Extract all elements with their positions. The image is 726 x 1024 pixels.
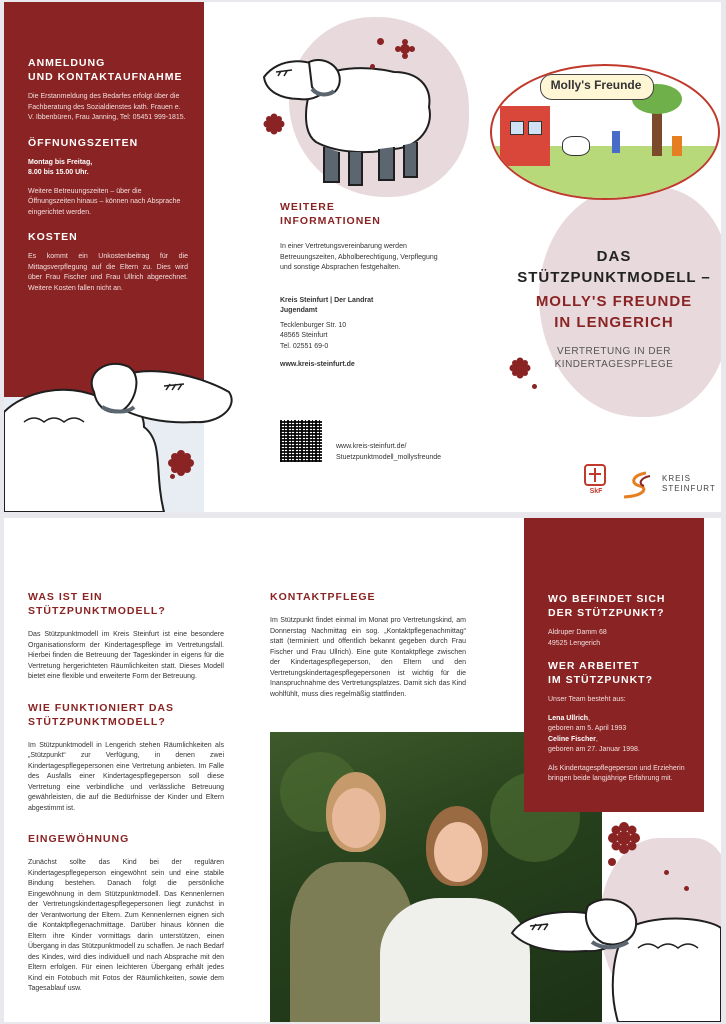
heading-was-ist: WAS IST EIN bbox=[28, 591, 103, 603]
skf-label: SkF bbox=[589, 488, 603, 495]
heading-kontaktaufnahme: UND KONTAKTAUFNAHME bbox=[28, 71, 183, 83]
kreis-steinfurt-icon bbox=[618, 470, 658, 500]
subtitle-line2: KINDERTAGESPFLEGE bbox=[554, 359, 674, 370]
kreis-label-1: KREIS bbox=[662, 474, 692, 483]
org-city: 48565 Steinfurt bbox=[280, 332, 328, 339]
dot bbox=[532, 384, 537, 389]
hours-times: 8.00 bis 15.00 Uhr. bbox=[28, 169, 89, 176]
member-2-birth: geboren am 27. Januar 1998. bbox=[548, 746, 640, 753]
title-mollys-freunde: MOLLY'S FREUNDE bbox=[535, 293, 693, 310]
location-street: Aldruper Damm 68 bbox=[548, 629, 607, 636]
qr-code[interactable] bbox=[280, 420, 322, 462]
org-phone: Tel. 02551 69-0 bbox=[280, 342, 329, 350]
location-city: 49525 Lengerich bbox=[548, 639, 601, 647]
kontaktpflege-text: Im Stützpunkt findet einmal im Monat pro Vertretungskind, am Donnerstag Nachmittag ein sog. „Kontaktpflegenachmittag“ statt (terminiert und öffentlich bekannt gegeben durch Frau Fischer und Frau Ullrich). Eine gute Kontaktpflege zwischen der Kindertagespflegeperson, den Eltern und den Vertretungskindertagespflegepersonen ist wichtig für die Inanspruchnahme des Vertretungsplatzes. Damit sich das Kind wohlfühlt, muss dies regelmäßig stattfinden. bbox=[270, 617, 466, 698]
kosten-text: Es kommt ein Unkostenbeitrag für die Mittagsverpflegung auf die Eltern zu. Dies wird über Frau Fischer und Frau Ullrich abgerechnet. Weitere Kosten fallen nicht an. bbox=[28, 253, 188, 292]
flower-icon bbox=[604, 818, 644, 858]
dot bbox=[170, 474, 175, 479]
url-link-line1[interactable]: www.kreis-steinfurt.de/ bbox=[336, 443, 407, 450]
member-1-comma: , bbox=[588, 714, 591, 722]
flower-icon bbox=[509, 357, 531, 379]
heading-wer-2: IM STÜTZPUNKT? bbox=[548, 674, 653, 686]
heading-wie-funktioniert-2: STÜTZPUNKTMODELL? bbox=[28, 715, 166, 728]
heading-eingewoehnung: EINGEWÖHNUNG bbox=[28, 833, 130, 845]
wie-funktioniert-text: Im Stützpunktmodell in Lengerich stehen Räumlichkeiten als „Stützpunkt“ zur Verfügung, in denen zwei Kindertagespflegepersonen eine Vertretung anbieten. Im Falle des Ausfalls einer Kindertagespflegeperson soll diese Vertretung eine verbindliche und verlässliche Betreuung gewährleisten, die auf die Bedürfnisse der Kinder und Eltern abgestimmt ist. bbox=[28, 741, 224, 812]
member-1 bbox=[548, 714, 692, 725]
brochure-outside bbox=[4, 2, 721, 512]
heading-kosten: KOSTEN bbox=[28, 231, 78, 243]
dot bbox=[370, 64, 375, 69]
org-website-link[interactable]: www.kreis-steinfurt.de bbox=[280, 361, 355, 368]
member-2-name: Celine Fischer bbox=[548, 735, 596, 743]
flower-icon bbox=[394, 38, 416, 60]
kreis-label-2: STEINFURT bbox=[662, 484, 716, 493]
member-2 bbox=[548, 735, 692, 746]
subtitle-line1: VERTRETUNG IN DER bbox=[557, 346, 671, 357]
org-name: Kreis Steinfurt | Der Landrat bbox=[280, 296, 374, 304]
heading-informationen: INFORMATIONEN bbox=[280, 215, 381, 227]
title-stuetzpunktmodell: STÜTZPUNKTMODELL – bbox=[517, 269, 711, 286]
heading-wo: WO BEFINDET SICH bbox=[548, 593, 666, 605]
mollys-freunde-logo bbox=[490, 64, 720, 200]
org-street: Tecklenburger Str. 10 bbox=[280, 321, 347, 329]
experience-text: Als Kindertagespflegeperson und Erzieherin bringen beide langjährige Erfahrung mit. bbox=[548, 764, 685, 782]
heading-wie-funktioniert: WIE FUNKTIONIERT DAS bbox=[28, 701, 174, 714]
team-intro: Unser Team besteht aus: bbox=[548, 696, 626, 703]
flower-icon bbox=[262, 112, 286, 136]
dot bbox=[664, 870, 669, 875]
heading-anmeldung: ANMELDUNG bbox=[28, 57, 106, 69]
title-das: DAS bbox=[596, 248, 632, 265]
member-1-birth: geboren am 5. April 1993 bbox=[548, 725, 627, 732]
heading-weitere: WEITERE bbox=[280, 201, 335, 213]
anmeldung-text: Die Erstanmeldung des Bedarfes erfolgt über die Fachberatung des Sozialdienstes kath. Frauen e. V. Ibbenbüren, Frau Janning, Tel: 05451 999-1815. bbox=[28, 93, 186, 121]
org-dept: Jugendamt bbox=[280, 307, 318, 314]
sheep-illustration bbox=[508, 878, 721, 1022]
url-link-line2[interactable]: Stuetzpunktmodell_mollysfreunde bbox=[336, 453, 442, 461]
dot bbox=[608, 858, 616, 866]
sheep-illustration bbox=[4, 352, 244, 512]
was-ist-text: Das Stützpunktmodell im Kreis Steinfurt ist eine besondere Organisationsform der Kindertagespflege im Vertretungsfall. Hierbei finden die Betreuung der Tageskinder in eigens für die Vertretung hergerichteten Räumlichkeiten statt. Dieses Modell bietet eine flexible und erweiterte Form der Betreuung. bbox=[28, 631, 224, 680]
heading-wo-2: DER STÜTZPUNKT? bbox=[548, 607, 665, 619]
heading-kontaktpflege: KONTAKTPFLEGE bbox=[270, 591, 376, 603]
kreis-steinfurt-logo bbox=[618, 470, 718, 500]
heading-oeffnungszeiten: ÖFFNUNGSZEITEN bbox=[28, 136, 139, 149]
location-panel bbox=[524, 518, 704, 812]
info-text: In einer Vertretungsvereinbarung werden Betreuungszeiten, Abholberechtigung, Verpflegung und sonstige Absprachen festgehalten. bbox=[280, 243, 438, 271]
hours-days: Montag bis Freitag, bbox=[28, 158, 93, 166]
member-1-name: Lena Ullrich bbox=[548, 714, 589, 722]
member-2-comma: , bbox=[595, 735, 598, 743]
logo-text: Molly's Freunde bbox=[550, 78, 642, 92]
hours-extra: Weitere Betreuungszeiten – über die Öffnungszeiten hinaus – können nach Absprache eingerichtet werden. bbox=[28, 187, 181, 216]
skf-logo bbox=[584, 464, 608, 502]
title-in-lengerich: IN LENGERICH bbox=[554, 314, 674, 331]
heading-wer: WER ARBEITET bbox=[548, 660, 640, 672]
brochure-inside bbox=[4, 518, 721, 1022]
heading-was-ist-2: STÜTZPUNKTMODELL? bbox=[28, 605, 166, 617]
eingewoehnung-text: Zunächst sollte das Kind bei der regulären Kindertagespflegeperson eingewöhnt sein und eine stabile Bindung bestehen. Danach folgt die persönliche Eingewöhnung in dem Stützpunktmodell. Das Kennenlernen der Vertretungskindertagespflegepersonen liegt zunächst in der Verantwortung der Eltern. Zum Kennenlernen eignen sich die Kontaktpflegenachmittage. Darüber hinaus können die Eltern ihre Kinder vormittags darin unterstützen, einen Übergang in das Stützpunktmodell zu schaffen. Je nach Bedarf des Kindes, wird dies individuell und nach Absprache mit den Eltern erfolgen. Für einen leichteren Übergang erhält jedes Kind ein Fotobuch mit Fotos der Räumlichkeiten, sowie dem Tagesablauf usw. bbox=[28, 859, 224, 992]
dot bbox=[377, 38, 384, 45]
